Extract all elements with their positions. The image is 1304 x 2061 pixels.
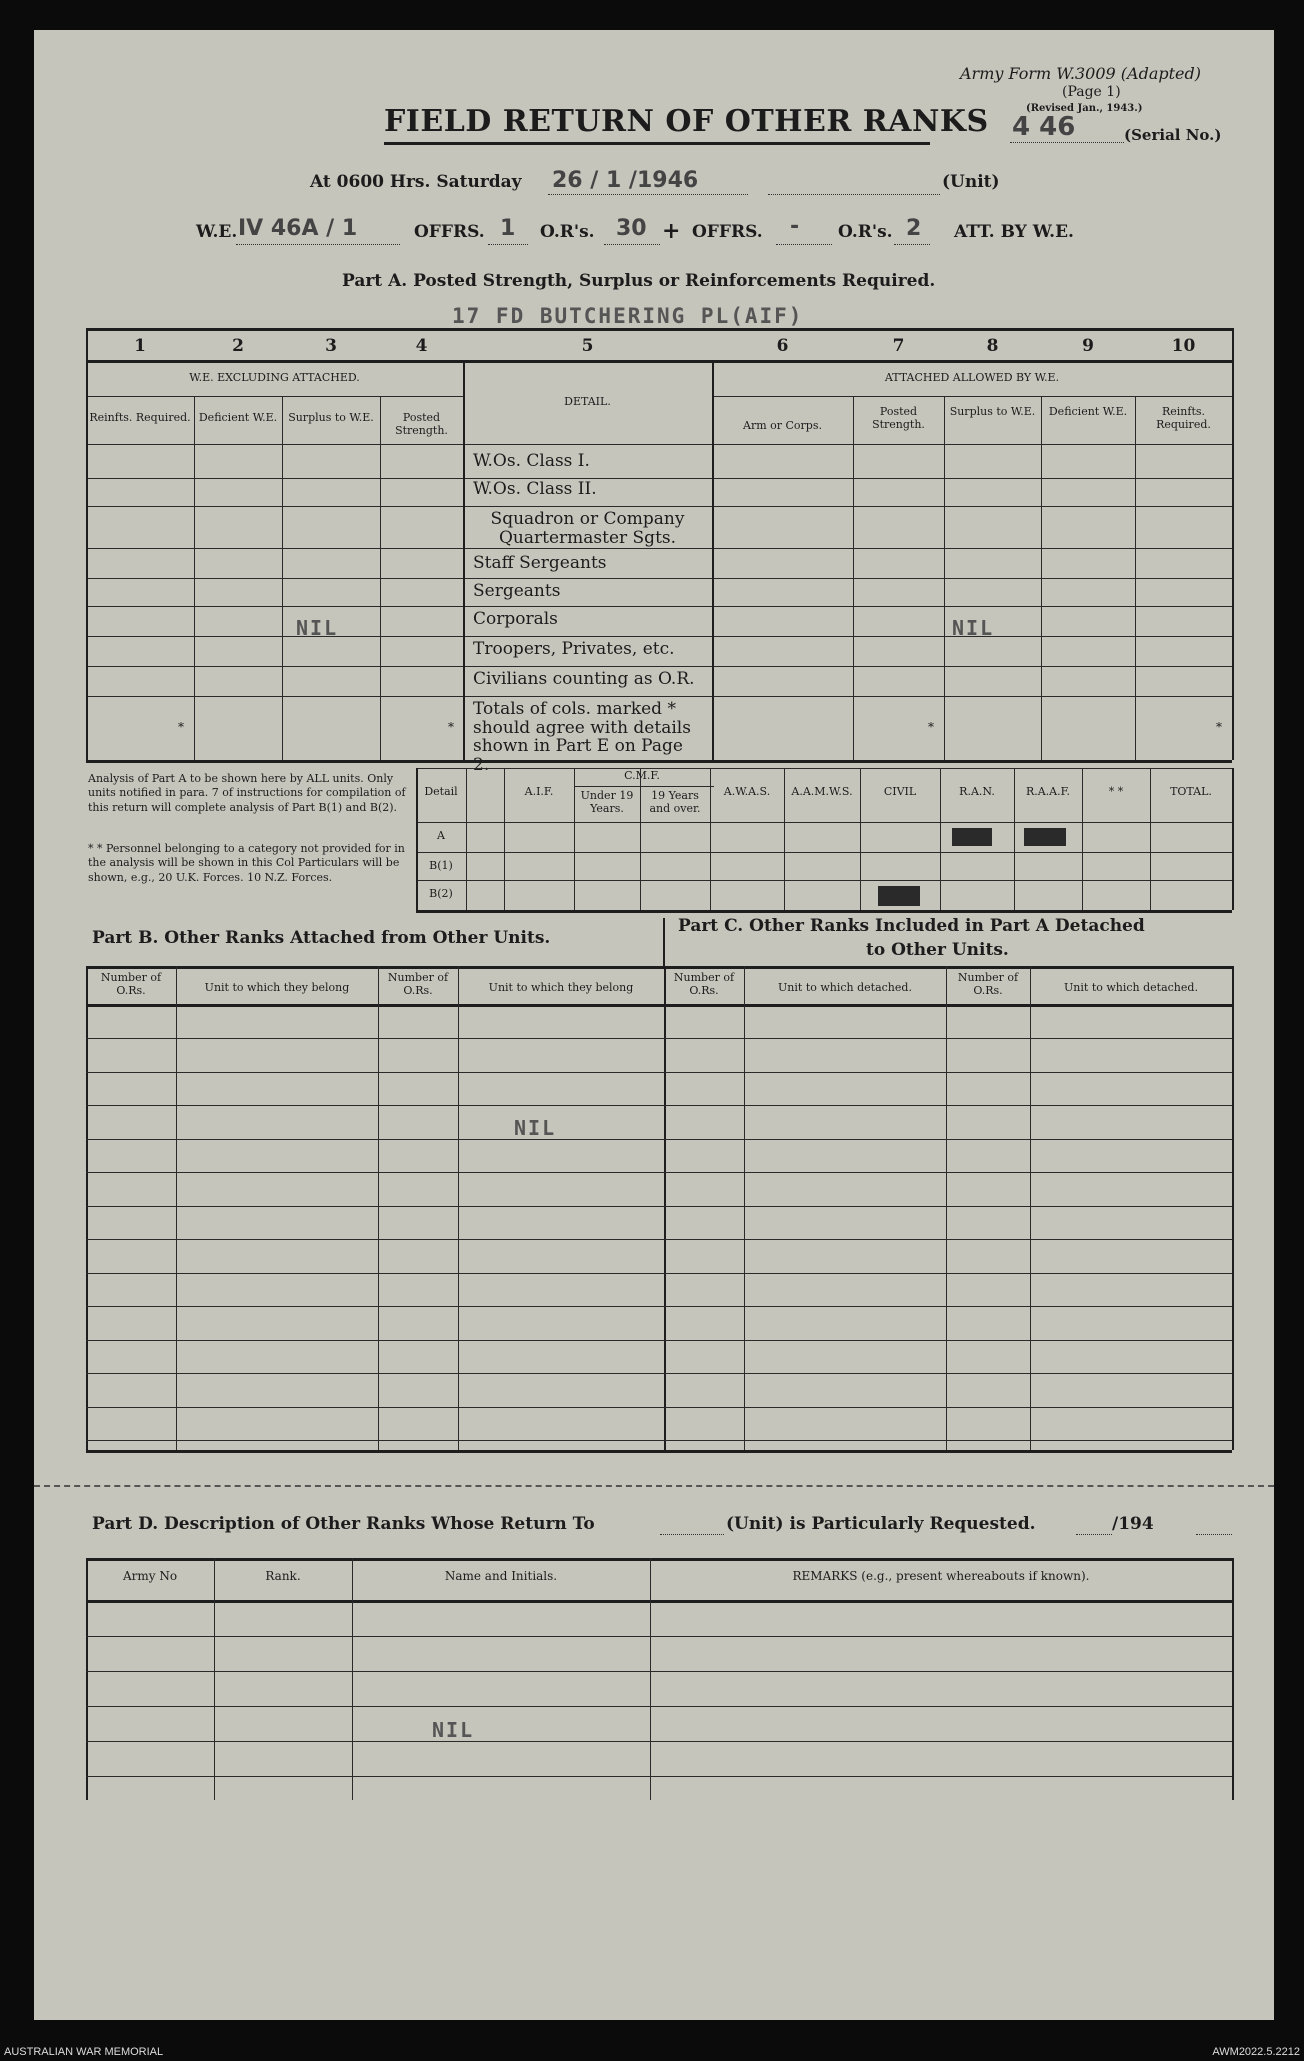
redacted-mark — [1024, 828, 1066, 846]
column-line — [214, 1558, 215, 1800]
rule-line — [574, 786, 714, 787]
ran-header: R.A.N. — [959, 785, 995, 798]
ors-value: 30 — [616, 216, 647, 241]
group-left-header: W.E. EXCLUDING ATTACHED. — [189, 371, 360, 384]
number-of-ors-header: Number of O.Rs. — [957, 971, 1019, 997]
form-reference: Army Form W.3009 (Adapted) — [960, 64, 1202, 83]
rule-line — [86, 1273, 1232, 1274]
aamws-header: A.A.M.W.S. — [791, 785, 853, 798]
other-category-header: * * — [1108, 785, 1124, 798]
rank-header: Rank. — [265, 1569, 301, 1583]
rank-row-label: Civilians counting as O.R. — [473, 669, 695, 689]
remarks-header: REMARKS (e.g., present whereabouts if known). — [792, 1569, 1090, 1583]
star-marker: * — [1216, 720, 1222, 734]
rule-line — [86, 1206, 1232, 1207]
nil-stamp-left: NIL — [296, 616, 339, 640]
column-line — [1135, 396, 1136, 760]
column-number: 7 — [892, 336, 905, 356]
rule-line — [86, 1776, 1232, 1777]
group-right-header: ATTACHED ALLOWED BY W.E. — [884, 371, 1060, 384]
star-marker: * — [178, 720, 184, 734]
column-line — [1232, 1558, 1234, 1800]
unit-belong-header: Unit to which they belong — [488, 981, 634, 994]
rule-line — [86, 1407, 1232, 1408]
column-line — [86, 1558, 88, 1800]
column-line — [663, 918, 665, 966]
left-column-header: Reinfts. Required. — [89, 411, 191, 424]
rule-line — [86, 1340, 1232, 1341]
column-line — [712, 360, 714, 760]
column-number: 8 — [986, 336, 999, 356]
rank-row-label: Troopers, Privates, etc. — [473, 639, 675, 659]
rank-row-label: Staff Sergeants — [473, 553, 607, 573]
part-d-date: /194 — [1112, 1514, 1154, 1534]
rule-line — [86, 606, 1232, 607]
column-number: 6 — [776, 336, 789, 356]
left-column-header: Deficient W.E. — [198, 411, 278, 424]
column-line — [352, 1558, 353, 1800]
rule-line — [86, 1450, 1232, 1453]
rule-line — [86, 1038, 1232, 1039]
rule-line — [86, 1172, 1232, 1173]
star-marker: * — [448, 720, 454, 734]
return-date: 26 / 1 /1946 — [552, 168, 699, 193]
we-label: W.E. — [196, 222, 238, 242]
star-marker: * — [928, 720, 934, 734]
rule-line — [416, 852, 1232, 853]
right-column-header: Surplus to W.E. — [949, 405, 1036, 418]
rule-line — [86, 1600, 1232, 1603]
rule-line — [86, 1373, 1232, 1374]
over19-header: 19 Years and over. — [649, 789, 701, 815]
rule-line — [86, 1558, 1232, 1561]
rule-line — [712, 396, 1232, 397]
right-column-header: Posted Strength. — [872, 405, 925, 431]
page-number: (Page 1) — [1062, 84, 1121, 100]
ors2-label: O.R's. — [838, 222, 893, 242]
left-column-header: Surplus to W.E. — [288, 411, 374, 424]
army-no-header: Army No — [122, 1569, 178, 1583]
offrs2-label: OFFRS. — [692, 222, 763, 242]
unit-name: 17 FD BUTCHERING PL(AIF) — [452, 304, 804, 328]
column-line — [944, 396, 945, 760]
rule-line — [86, 966, 1232, 969]
civil-header: CIVIL — [883, 785, 917, 798]
total-header: TOTAL. — [1170, 785, 1212, 798]
right-column-header: Deficient W.E. — [1048, 405, 1128, 418]
part-d-unit: (Unit) is Particularly Requested. — [726, 1514, 1036, 1534]
column-number: 1 — [134, 336, 146, 356]
column-number: 3 — [325, 336, 337, 356]
rule-line — [416, 822, 1232, 823]
nil-stamp-part-d: NIL — [432, 1718, 475, 1742]
column-line — [463, 360, 465, 760]
column-line — [1041, 396, 1042, 760]
part-b-title: Part B. Other Ranks Attached from Other Units. — [92, 928, 551, 948]
footer-accession: AWM2022.5.2212 — [1212, 2046, 1300, 2058]
rule-line — [416, 910, 1232, 913]
rank-row-label: Totals of cols. marked * should agree with details shown in Part E on Page 2. — [473, 699, 691, 776]
rule-line — [86, 1306, 1232, 1307]
rule-line — [86, 1741, 1232, 1742]
number-of-ors-header: Number of O.Rs. — [673, 971, 735, 997]
column-line — [650, 1558, 651, 1800]
rule-line — [86, 444, 1232, 445]
rule-line — [416, 768, 1232, 769]
part-a-title: Part A. Posted Strength, Surplus or Reinforcements Required. — [342, 271, 936, 291]
att-label: ATT. BY W.E. — [954, 222, 1074, 242]
rule-line — [86, 1004, 1232, 1007]
column-line — [282, 396, 283, 760]
rule-line — [86, 1440, 1232, 1441]
revised-date: (Revised Jan., 1943.) — [1026, 103, 1143, 114]
rank-row-label: W.Os. Class II. — [473, 479, 597, 499]
rule-line — [86, 1239, 1232, 1240]
unit-belong-header: Unit to which they belong — [204, 981, 350, 994]
rank-row-label: Corporals — [473, 609, 558, 629]
column-number: 10 — [1171, 336, 1196, 356]
analysis-row-label: B(2) — [429, 887, 453, 900]
left-column-header: Posted Strength. — [395, 411, 448, 437]
rule-line — [86, 396, 463, 397]
rule-line — [86, 478, 1232, 479]
analysis-note: Analysis of Part A to be shown here by ALL units. Only units notified in para. 7 of instructions for compilation of this return will complete analysis of Part B(1) and B(2). — [88, 772, 406, 814]
rule-line — [416, 880, 1232, 881]
ors2-value: 2 — [906, 216, 922, 241]
footer-credit: AUSTRALIAN WAR MEMORIAL — [4, 2046, 164, 2058]
part-d-title: Part D. Description of Other Ranks Whose Return To — [92, 1514, 595, 1534]
rule-line — [86, 328, 1232, 331]
rule-line — [86, 1706, 1232, 1707]
rule-line — [86, 548, 1232, 549]
nil-stamp-part-b: NIL — [514, 1116, 557, 1140]
rule-line — [86, 636, 1232, 637]
rule-line — [86, 1139, 1232, 1140]
perforation-line — [34, 1485, 1274, 1487]
rule-line — [86, 1072, 1232, 1073]
column-number: 9 — [1082, 336, 1094, 356]
raaf-header: R.A.A.F. — [1025, 785, 1071, 798]
serial-value: 4 46 — [1012, 112, 1076, 142]
rule-line — [86, 1636, 1232, 1637]
part-c-title: Part C. Other Ranks Included in Part A Detached — [678, 916, 1145, 936]
column-line — [1232, 966, 1234, 1450]
plus-sign: + — [662, 218, 681, 244]
right-column-header: Reinfts. Required. — [1156, 405, 1211, 431]
under19-header: Under 19 Years. — [580, 789, 634, 815]
part-c-title-2: to Other Units. — [866, 940, 1009, 960]
column-line — [466, 768, 467, 910]
analysis-row-label: B(1) — [429, 859, 453, 872]
rule-line — [86, 666, 1232, 667]
rank-row-label: Squadron or Company Quartermaster Sgts. — [490, 509, 685, 548]
at-hours-label: At 0600 Hrs. Saturday — [310, 172, 522, 192]
name-initials-header: Name and Initials. — [444, 1569, 558, 1583]
column-number: 4 — [415, 336, 428, 356]
ors-label: O.R's. — [540, 222, 595, 242]
column-number: 2 — [232, 336, 244, 356]
form-title: FIELD RETURN OF OTHER RANKS — [384, 104, 989, 139]
rule-line — [86, 696, 1232, 697]
column-line — [1232, 768, 1234, 910]
we-value: IV 46A / 1 — [238, 216, 358, 241]
number-of-ors-header: Number of O.Rs. — [100, 971, 162, 997]
number-of-ors-header: Number of O.Rs. — [387, 971, 449, 997]
rule-line — [86, 578, 1232, 579]
redacted-mark — [952, 828, 992, 846]
rank-row-label: Sergeants — [473, 581, 561, 601]
analysis-detail-header: Detail — [424, 785, 458, 798]
unit-label: (Unit) — [942, 172, 1000, 192]
detail-header: DETAIL. — [564, 395, 611, 408]
unit-detached-header: Unit to which detached. — [1064, 981, 1198, 994]
rule-line — [86, 506, 1232, 507]
offrs-value: 1 — [500, 216, 516, 241]
column-line — [86, 328, 88, 760]
cmf-header: C.M.F. — [624, 769, 660, 782]
rule-line — [86, 360, 1232, 363]
aif-header: A.I.F. — [524, 785, 554, 798]
unit-detached-header: Unit to which detached. — [778, 981, 912, 994]
column-line — [194, 396, 195, 760]
column-line — [853, 396, 854, 760]
offrs2-value: - — [790, 214, 800, 239]
serial-label: (Serial No.) — [1124, 126, 1222, 144]
personnel-note: * * Personnel belonging to a category not provided for in the analysis will be shown in this Col Particulars will be shown, e.g., 20 U.K. Forces. 10 N.Z. Forces. — [88, 842, 405, 884]
awas-header: A.W.A.S. — [723, 785, 771, 798]
column-number: 5 — [581, 336, 594, 356]
analysis-row-label: A — [437, 829, 445, 842]
redacted-mark — [878, 886, 920, 906]
rule-line — [86, 1671, 1232, 1672]
column-line — [1232, 328, 1234, 760]
rank-row-label: W.Os. Class I. — [473, 451, 590, 471]
column-line — [380, 396, 381, 760]
right-column-header: Arm or Corps. — [743, 419, 822, 432]
offrs-label: OFFRS. — [414, 222, 485, 242]
rule-line — [86, 1105, 1232, 1106]
nil-stamp-right: NIL — [952, 616, 995, 640]
